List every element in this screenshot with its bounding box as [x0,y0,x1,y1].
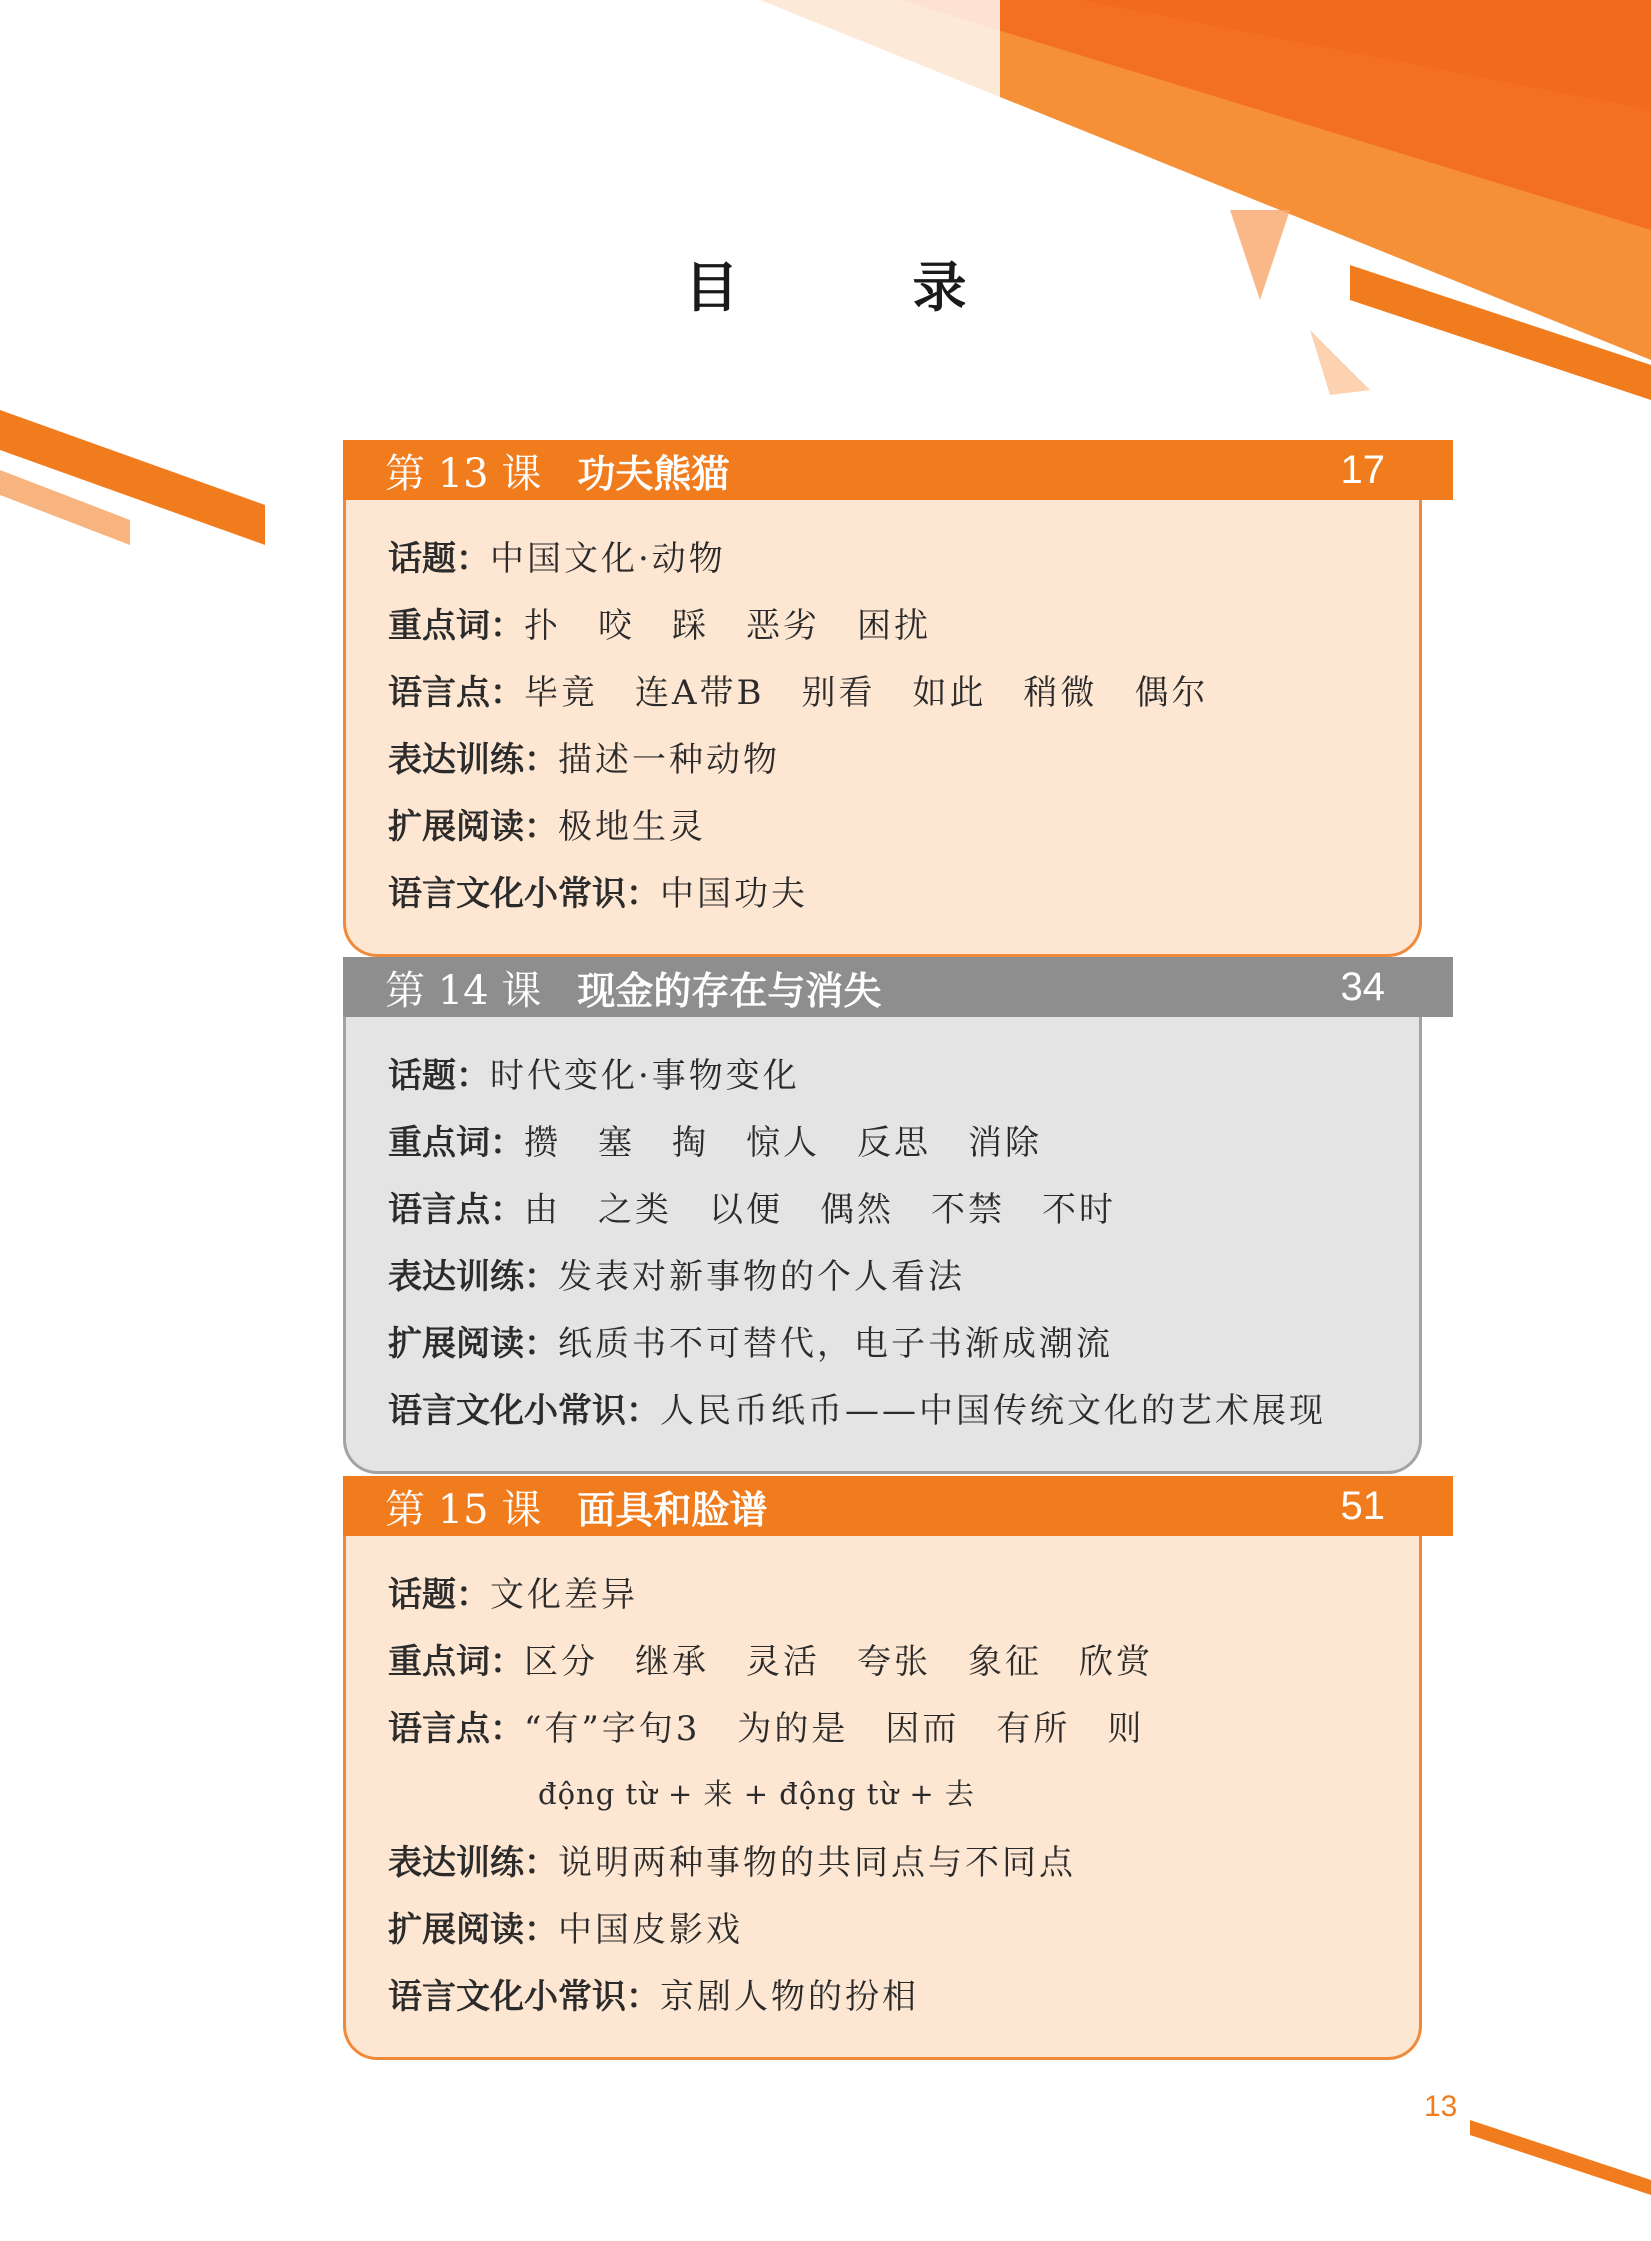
row-key: 语言点： [388,1190,524,1230]
culture-row [388,1374,1419,1441]
lesson-details [343,1013,1422,1474]
page-title: 目 录 [684,256,1027,319]
row-value: 人民币纸币——中国传统文化的艺术展现 [660,1391,1326,1431]
row-value: 纸质书不可替代，电子书渐成潮流 [558,1324,1113,1364]
page-number: 13 [1424,2090,1458,2123]
row-value: 极地生灵 [558,807,706,847]
lesson-title: 面具和脸谱 [577,1487,768,1532]
row-value: 攒 塞 掏 惊人 反思 消除 [524,1123,1042,1163]
expression-row [388,1826,1419,1893]
lesson-title: 现金的存在与消失 [577,968,882,1013]
row-key: 语言文化小常识： [388,1391,660,1431]
key-words-row [388,1106,1419,1173]
lesson-number: 第 15 课 [385,1486,542,1533]
row-key: 扩展阅读： [388,807,558,847]
reading-row [388,1307,1419,1374]
row-key: 扩展阅读： [388,1324,558,1364]
grammar-row [388,1173,1419,1240]
lesson-14-card [343,957,1453,1474]
row-key: 扩展阅读： [388,1910,558,1950]
grammar-row [388,656,1419,723]
culture-row [388,857,1419,924]
row-value: động từ + 来 + động từ + 去 [538,1777,975,1811]
row-key: 语言文化小常识： [388,874,660,914]
row-value: 中国皮影戏 [558,1910,743,1950]
row-key: 表达训练： [388,1257,558,1297]
lesson-page-number: 34 [1340,964,1385,1009]
row-key: 语言点： [388,1709,524,1749]
row-key: 语言点： [388,673,524,713]
row-value: 中国功夫 [660,874,808,914]
topic-row [388,1558,1419,1625]
grammar-row [388,1692,1419,1759]
key-words-row [388,589,1419,656]
row-value: 发表对新事物的个人看法 [558,1257,965,1297]
expression-row [388,1240,1419,1307]
row-value: 扑 咬 踩 恶劣 困扰 [524,606,931,646]
reading-row [388,1893,1419,1960]
row-key: 重点词： [388,1123,524,1163]
lesson-header[interactable] [343,957,1453,1017]
grammar-row-continued [388,1759,1419,1826]
reading-row [388,790,1419,857]
row-key: 重点词： [388,1642,524,1682]
row-value: 描述一种动物 [558,740,780,780]
row-value: “有”字句3 为的是 因而 有所 则 [524,1709,1145,1749]
lesson-title: 功夫熊猫 [577,451,730,496]
key-words-row [388,1625,1419,1692]
row-value: 文化差异 [490,1575,638,1615]
lesson-header[interactable] [343,1476,1453,1536]
lesson-details [343,1532,1422,2060]
row-value: 由 之类 以便 偶然 不禁 不时 [524,1190,1116,1230]
row-value: 中国文化·动物 [490,539,726,579]
row-key: 重点词： [388,606,524,646]
lesson-header[interactable] [343,440,1453,500]
expression-row [388,723,1419,790]
row-value: 时代变化·事物变化 [490,1056,800,1096]
row-key: 话题： [388,539,490,579]
row-value: 京剧人物的扮相 [660,1977,919,2017]
topic-row [388,1039,1419,1106]
lesson-13-card [343,440,1453,957]
lesson-number: 第 13 课 [385,450,542,497]
topic-row [388,522,1419,589]
row-key: 话题： [388,1575,490,1615]
row-value: 说明两种事物的共同点与不同点 [558,1843,1076,1883]
row-value: 毕竟 连A带B 别看 如此 稍微 偶尔 [524,673,1209,713]
row-value: 区分 继承 灵活 夸张 象征 欣赏 [524,1642,1153,1682]
culture-row [388,1960,1419,2027]
row-key: 语言文化小常识： [388,1977,660,2017]
row-key: 表达训练： [388,1843,558,1883]
lesson-number: 第 14 课 [385,967,542,1014]
row-key: 话题： [388,1056,490,1096]
lesson-page-number: 17 [1340,447,1385,492]
lesson-15-card [343,1476,1453,2060]
row-key: 表达训练： [388,740,558,780]
lesson-details [343,496,1422,957]
lesson-page-number: 51 [1340,1483,1385,1528]
